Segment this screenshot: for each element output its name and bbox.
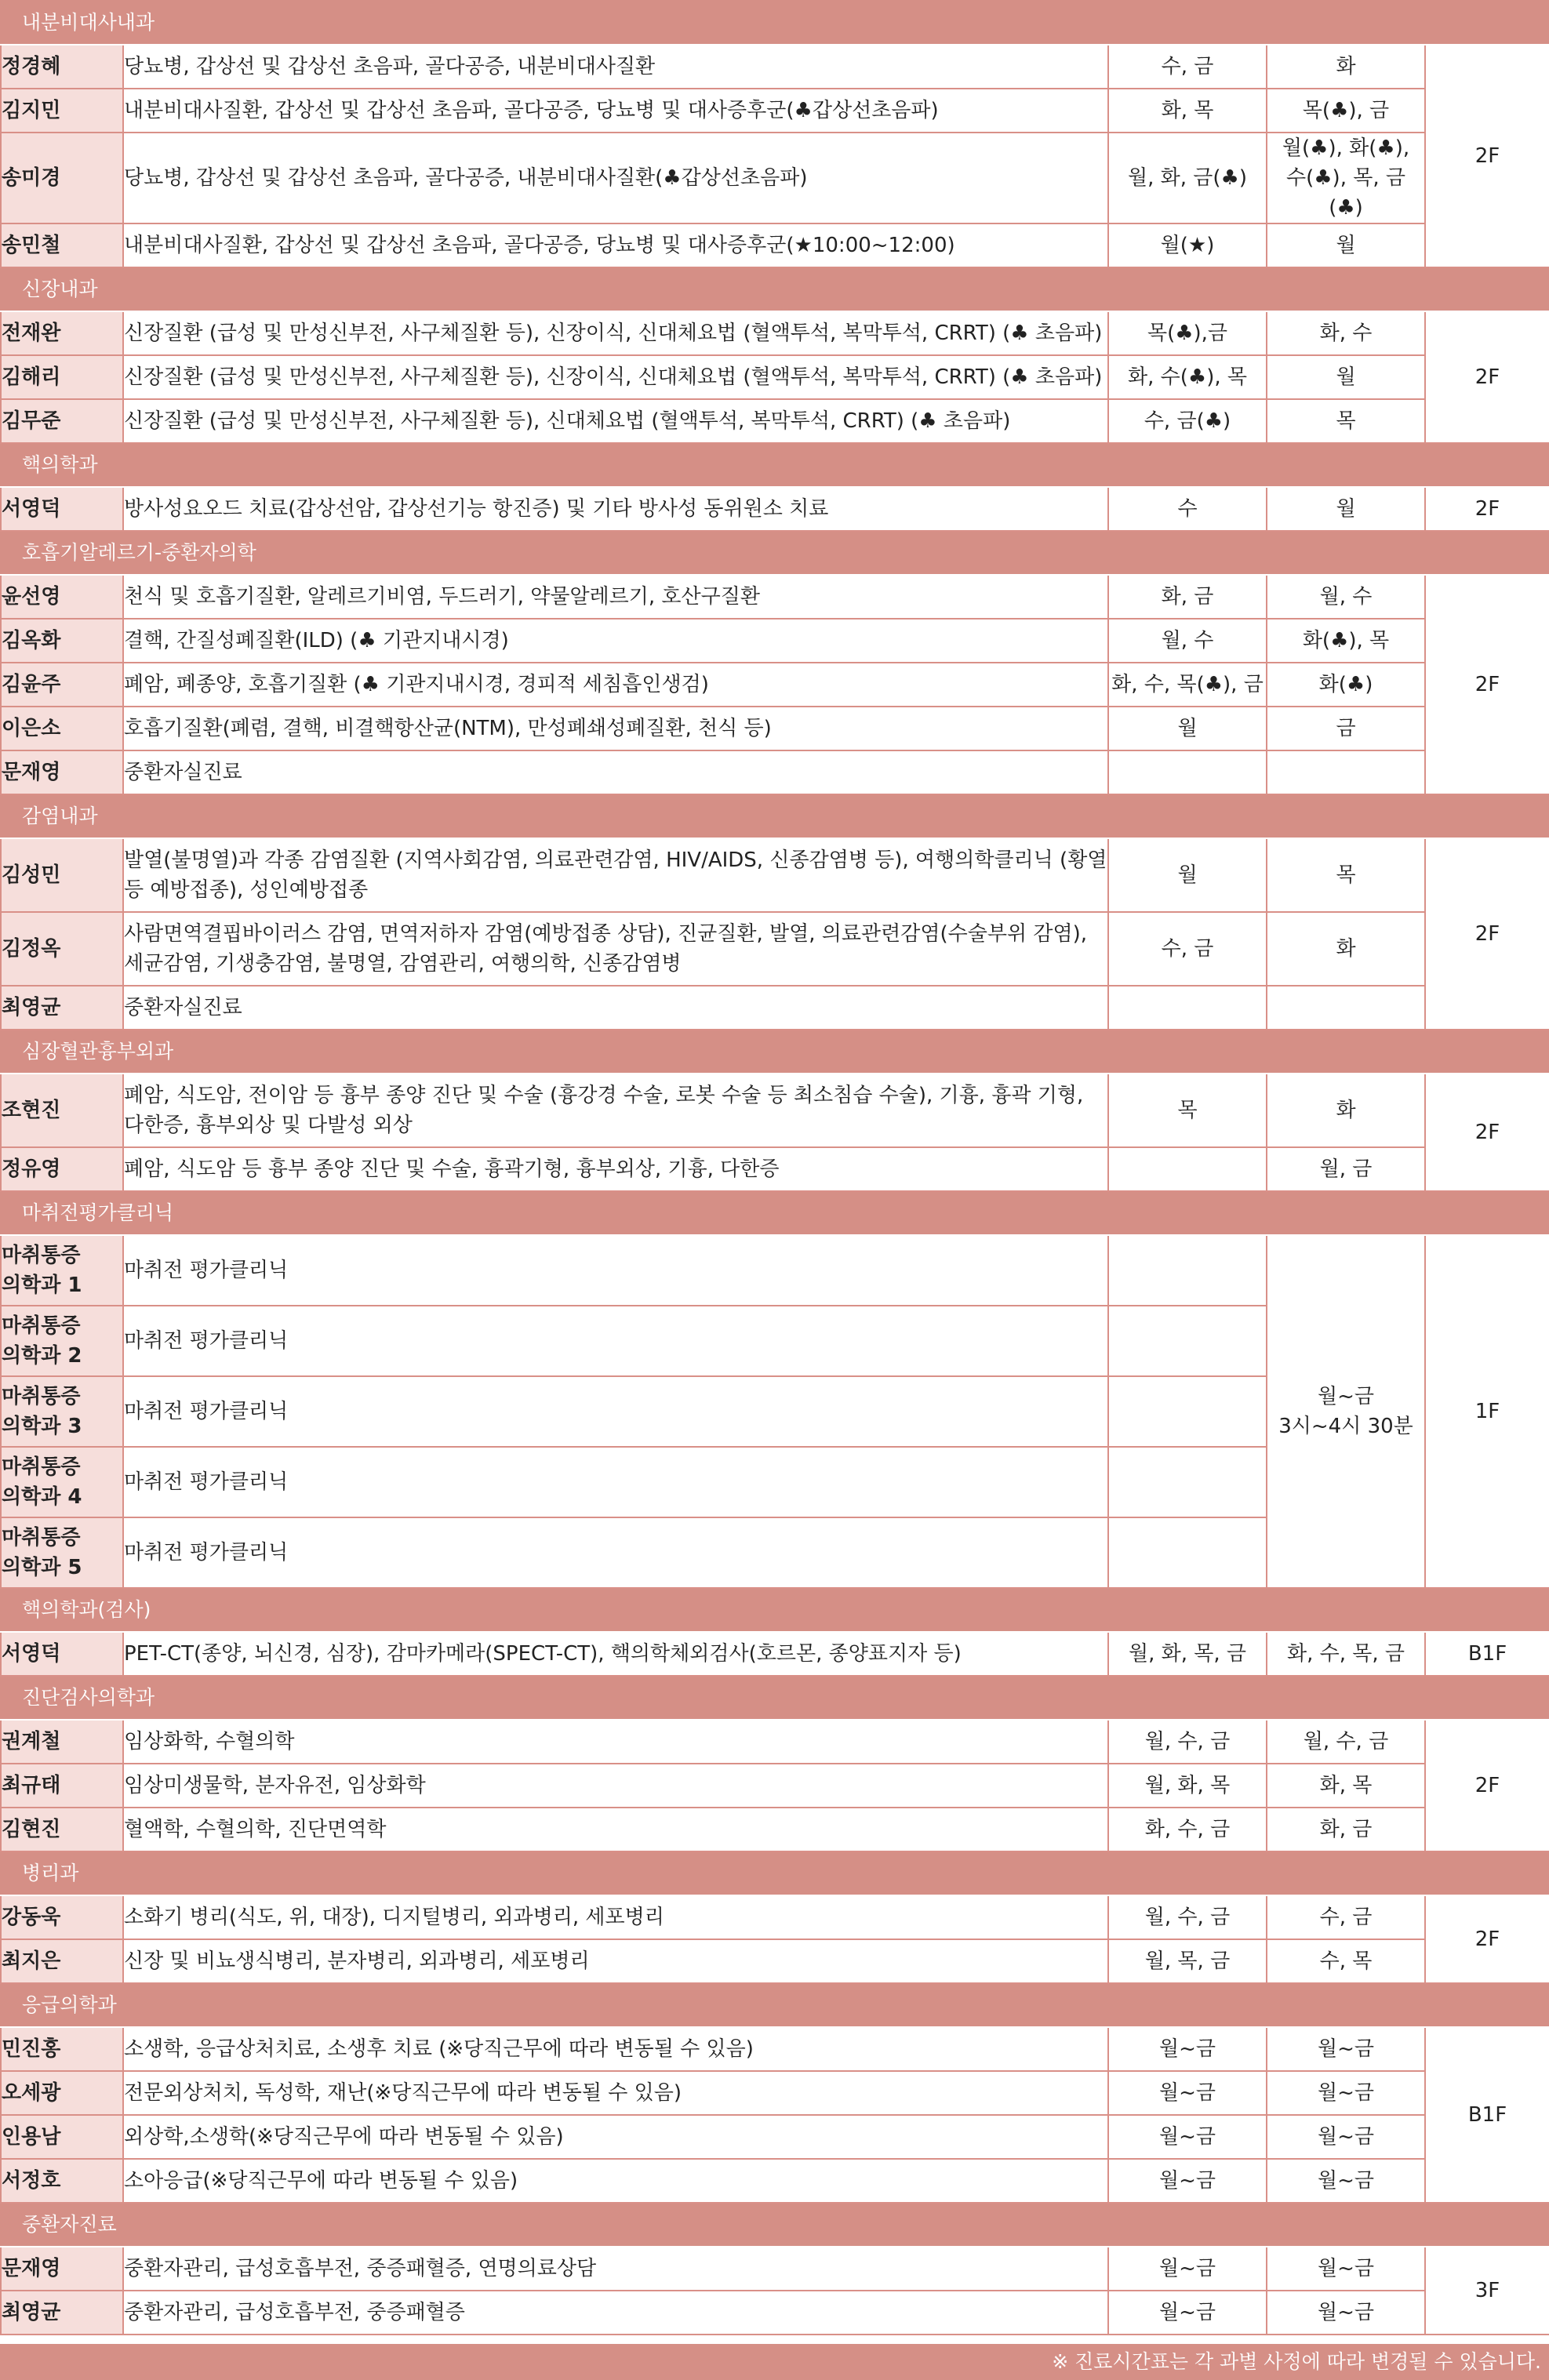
am-schedule: 월, 수, 금 [1108,1895,1267,1939]
specialty: 폐암, 식도암 등 흉부 종양 진단 및 수술, 흉곽기형, 흉부외상, 기흉, 다한증 [123,1147,1108,1191]
am-schedule [1108,1517,1267,1588]
table-row [1,1808,1549,1851]
doctor-name: 송민철 [1,223,123,267]
specialty: 소화기 병리(식도, 위, 대장), 디지털병리, 외과병리, 세포병리 [123,1895,1108,1939]
doctor-name: 전재완 [1,311,123,355]
name-line-1: 마취통증 [2,1314,81,1338]
section-title: 병리과 [1,1851,1549,1895]
floor-cell: B1F [1425,1632,1549,1676]
table-row [1,575,1549,619]
name-line-2: 의학과 5 [2,1556,82,1579]
specialty: 당뇨병, 갑상선 및 갑상선 초음파, 골다공증, 내분비대사질환 [123,45,1108,89]
doctor-name: 강동욱 [1,1895,123,1939]
pm-schedule: 월~금 [1267,2027,1425,2071]
section-header [1,267,1549,311]
am-schedule: 월, 화, 목 [1108,1764,1267,1808]
pm-schedule: 월, 수 [1267,575,1425,619]
table-row [1,619,1549,663]
am-schedule: 월, 화, 목, 금 [1108,1632,1267,1676]
table-row [1,399,1549,443]
table-row [1,355,1549,399]
floor-cell: 2F [1425,575,1549,794]
section-header [1,443,1549,487]
table-row [1,750,1549,794]
am-schedule [1108,1235,1267,1306]
doctor-name: 최영균 [1,986,123,1030]
doctor-name: 이은소 [1,707,123,750]
table-row [1,1895,1549,1939]
pm-schedule: 목(♣), 금 [1267,89,1425,133]
table-row [1,1235,1549,1306]
pm-schedule: 수, 금 [1267,1895,1425,1939]
specialty: 혈액학, 수혈의학, 진단면역학 [123,1808,1108,1851]
doctor-name: 김옥화 [1,619,123,663]
floor-cell: 3F [1425,2247,1549,2335]
pm-schedule: 수, 목 [1267,1939,1425,1983]
pm-schedule: 월~금 [1267,2291,1425,2335]
floor-cell: 2F [1425,1074,1549,1191]
doctor-name: 김지민 [1,89,123,133]
specialty: 소아응급(※당직근무에 따라 변동될 수 있음) [123,2159,1108,2203]
am-schedule: 월~금 [1108,2027,1267,2071]
doctor-name: 인용남 [1,2115,123,2159]
am-schedule: 화, 금 [1108,575,1267,619]
doctor-name [1,1517,123,1588]
am-schedule: 수, 금 [1108,45,1267,89]
doctor-name [1,1376,123,1447]
am-schedule [1108,986,1267,1030]
table-row [1,45,1549,89]
doctor-name: 송미경 [1,133,123,223]
pm-schedule: 월 [1267,355,1425,399]
doctor-name: 김해리 [1,355,123,399]
specialty: 마취전 평가클리닉 [123,1235,1108,1306]
name-line-1: 마취통증 [2,1385,81,1408]
am-schedule: 월, 수, 금 [1108,1720,1267,1764]
pm-schedule: 화, 수 [1267,311,1425,355]
table-row [1,912,1549,986]
am-schedule: 수 [1108,487,1267,531]
name-line-1: 마취통증 [2,1244,81,1267]
pm-schedule: 화(♣) [1267,663,1425,707]
specialty: 마취전 평가클리닉 [123,1517,1108,1588]
section-title: 진단검사의학과 [1,1676,1549,1720]
doctor-name [1,1447,123,1517]
section-title: 신장내과 [1,267,1549,311]
am-schedule: 월, 목, 금 [1108,1939,1267,1983]
doctor-name: 김성민 [1,838,123,912]
specialty: 중환자관리, 급성호흡부전, 중증패혈증 [123,2291,1108,2335]
specialty: 전문외상처치, 독성학, 재난(※당직근무에 따라 변동될 수 있음) [123,2071,1108,2115]
am-schedule: 화, 수, 금 [1108,1808,1267,1851]
table-row [1,707,1549,750]
time-line-2: 3시~4시 30분 [1278,1415,1413,1438]
name-line-2: 의학과 2 [2,1344,82,1368]
specialty: 소생학, 응급상처치료, 소생후 치료 (※당직근무에 따라 변동될 수 있음) [123,2027,1108,2071]
specialty: 호흡기질환(폐렴, 결핵, 비결핵항산균(NTM), 만성폐쇄성폐질환, 천식 등) [123,707,1108,750]
am-schedule: 월 [1108,838,1267,912]
table-row [1,223,1549,267]
am-schedule: 월~금 [1108,2291,1267,2335]
footer-note: ※ 진료시간표는 각 과별 사정에 따라 변경될 수 있습니다. [0,2344,1549,2380]
section-header [1,794,1549,838]
am-schedule [1108,1447,1267,1517]
specialty: 천식 및 호흡기질환, 알레르기비염, 두드러기, 약물알레르기, 호산구질환 [123,575,1108,619]
specialty: 중환자실진료 [123,750,1108,794]
section-title: 호흡기알레르기-중환자의학 [1,531,1549,575]
section-title: 내분비대사내과 [1,1,1549,45]
doctor-name: 오세광 [1,2071,123,2115]
floor-cell: 1F [1425,1235,1549,1588]
am-schedule: 월, 화, 금(♣) [1108,133,1267,223]
doctor-name: 최영균 [1,2291,123,2335]
pm-schedule: 월, 수, 금 [1267,1720,1425,1764]
am-schedule [1108,750,1267,794]
specialty: 방사성요오드 치료(갑상선암, 갑상선기능 항진증) 및 기타 방사성 동위원소 치료 [123,487,1108,531]
name-line-2: 의학과 3 [2,1415,82,1438]
floor-cell: 2F [1425,1895,1549,1983]
floor-cell: 2F [1425,45,1549,267]
pm-schedule: 화 [1267,1074,1425,1147]
am-schedule: 목 [1108,1074,1267,1147]
section-header [1,531,1549,575]
specialty: 신장질환 (급성 및 만성신부전, 사구체질환 등), 신장이식, 신대체요법 (혈액투석, 복막투석, CRRT) (♣ 초음파) [123,311,1108,355]
am-schedule: 월~금 [1108,2159,1267,2203]
doctor-name: 조현진 [1,1074,123,1147]
table-row [1,986,1549,1030]
specialty: 마취전 평가클리닉 [123,1376,1108,1447]
pm-schedule: 월~금 [1267,2071,1425,2115]
specialty: 중환자실진료 [123,986,1108,1030]
table-row [1,1720,1549,1764]
pm-schedule: 화 [1267,912,1425,986]
doctor-name: 최지은 [1,1939,123,1983]
section-header [1,1030,1549,1074]
section-header [1,1588,1549,1632]
section-header [1,1851,1549,1895]
specialty: 당뇨병, 갑상선 및 갑상선 초음파, 골다공증, 내분비대사질환(♣갑상선초음파) [123,133,1108,223]
pm-schedule: 금 [1267,707,1425,750]
doctor-name: 김현진 [1,1808,123,1851]
am-schedule: 화, 수(♣), 목 [1108,355,1267,399]
clinic-time [1267,1235,1425,1588]
pm-schedule: 월~금 [1267,2115,1425,2159]
am-schedule: 월~금 [1108,2115,1267,2159]
pm-schedule: 화, 금 [1267,1808,1425,1851]
specialty: 외상학,소생학(※당직근무에 따라 변동될 수 있음) [123,2115,1108,2159]
specialty: 내분비대사질환, 갑상선 및 갑상선 초음파, 골다공증, 당뇨병 및 대사증후군(★10:00~12:00) [123,223,1108,267]
section-title: 심장혈관흉부외과 [1,1030,1549,1074]
table-row [1,487,1549,531]
doctor-name: 정유영 [1,1147,123,1191]
specialty: 중환자관리, 급성호흡부전, 중증패혈증, 연명의료상담 [123,2247,1108,2291]
specialty: PET-CT(종양, 뇌신경, 심장), 감마카메라(SPECT-CT), 핵의학체외검사(호르몬, 종양표지자 등) [123,1632,1108,1676]
section-header [1,1,1549,45]
section-header [1,1676,1549,1720]
table-row [1,2247,1549,2291]
name-line-1: 마취통증 [2,1455,81,1479]
table-row [1,89,1549,133]
doctor-name: 김정옥 [1,912,123,986]
am-schedule: 수, 금(♣) [1108,399,1267,443]
specialty: 임상화학, 수혈의학 [123,1720,1108,1764]
table-row [1,1939,1549,1983]
section-header [1,1191,1549,1235]
table-row [1,838,1549,912]
specialty: 마취전 평가클리닉 [123,1306,1108,1376]
doctor-name [1,1235,123,1306]
pm-schedule: 월 [1267,223,1425,267]
specialty: 폐암, 폐종양, 호흡기질환 (♣ 기관지내시경, 경피적 세침흡인생검) [123,663,1108,707]
pm-schedule: 화, 목 [1267,1764,1425,1808]
specialty: 임상미생물학, 분자유전, 임상화학 [123,1764,1108,1808]
section-header [1,2203,1549,2247]
pm-schedule: 월~금 [1267,2247,1425,2291]
specialty: 마취전 평가클리닉 [123,1447,1108,1517]
section-header [1,1983,1549,2027]
pm-schedule: 월 [1267,487,1425,531]
specialty: 내분비대사질환, 갑상선 및 갑상선 초음파, 골다공증, 당뇨병 및 대사증후군(♣갑상선초음파) [123,89,1108,133]
pm-schedule: 월(♣), 화(♣), 수(♣), 목, 금(♣) [1267,133,1425,223]
table-row [1,1632,1549,1676]
am-schedule: 화, 수, 목(♣), 금 [1108,663,1267,707]
doctor-name: 서영덕 [1,487,123,531]
doctor-name [1,1306,123,1376]
table-row [1,2291,1549,2335]
doctor-name: 김윤주 [1,663,123,707]
pm-schedule: 화, 수, 목, 금 [1267,1632,1425,1676]
pm-schedule [1267,986,1425,1030]
floor-cell: 2F [1425,1720,1549,1851]
pm-schedule: 목 [1267,838,1425,912]
pm-schedule: 목 [1267,399,1425,443]
am-schedule: 월~금 [1108,2247,1267,2291]
doctor-name: 김무준 [1,399,123,443]
floor-cell: 2F [1425,838,1549,1030]
name-line-2: 의학과 4 [2,1485,82,1509]
table-row [1,1074,1549,1147]
floor-cell: B1F [1425,2027,1549,2203]
section-title: 감염내과 [1,794,1549,838]
table-row [1,2159,1549,2203]
am-schedule: 월, 수 [1108,619,1267,663]
specialty: 발열(불명열)과 각종 감염질환 (지역사회감염, 의료관련감염, HIV/AIDS, 신종감염병 등), 여행의학클리닉 (황열 등 예방접종), 성인예방접종 [123,838,1108,912]
doctor-name: 윤선영 [1,575,123,619]
specialty: 결핵, 간질성폐질환(ILD) (♣ 기관지내시경) [123,619,1108,663]
section-title: 마취전평가클리닉 [1,1191,1549,1235]
doctor-name: 정경혜 [1,45,123,89]
doctor-name: 문재영 [1,750,123,794]
doctor-name: 문재영 [1,2247,123,2291]
section-title: 핵의학과(검사) [1,1588,1549,1632]
table-row [1,2027,1549,2071]
specialty: 사람면역결핍바이러스 감염, 면역저하자 감염(예방접종 상담), 진균질환, 발열, 의료관련감염(수술부위 감염), 세균감염, 기생충감염, 불명열, 감염관리, 여행의학, 신종감염병 [123,912,1108,986]
specialty: 폐암, 식도암, 전이암 등 흉부 종양 진단 및 수술 (흉강경 수술, 로봇 수술 등 최소침습 수술), 기흉, 흉곽 기형, 다한증, 흉부외상 및 다발성 외상 [123,1074,1108,1147]
specialty: 신장질환 (급성 및 만성신부전, 사구체질환 등), 신대체요법 (혈액투석, 복막투석, CRRT) (♣ 초음파) [123,399,1108,443]
section-title: 핵의학과 [1,443,1549,487]
am-schedule: 목(♣),금 [1108,311,1267,355]
am-schedule [1108,1147,1267,1191]
am-schedule [1108,1376,1267,1447]
pm-schedule: 월, 금 [1267,1147,1425,1191]
section-title: 중환자진료 [1,2203,1549,2247]
pm-schedule: 화(♣), 목 [1267,619,1425,663]
doctor-name: 최규태 [1,1764,123,1808]
name-line-1: 마취통증 [2,1526,81,1550]
doctor-name: 서영덕 [1,1632,123,1676]
floor-cell: 2F [1425,487,1549,531]
table-row [1,2115,1549,2159]
doctor-name: 서정호 [1,2159,123,2203]
table-row [1,2071,1549,2115]
name-line-2: 의학과 1 [2,1274,82,1297]
pm-schedule: 화 [1267,45,1425,89]
table-row [1,1147,1549,1191]
floor-cell: 2F [1425,311,1549,443]
am-schedule: 월 [1108,707,1267,750]
am-schedule [1108,1306,1267,1376]
table-row [1,133,1549,223]
pm-schedule: 월~금 [1267,2159,1425,2203]
pm-schedule [1267,750,1425,794]
specialty: 신장질환 (급성 및 만성신부전, 사구체질환 등), 신장이식, 신대체요법 (혈액투석, 복막투석, CRRT) (♣ 초음파) [123,355,1108,399]
table-row [1,311,1549,355]
doctor-name: 권계철 [1,1720,123,1764]
doctor-name: 민진홍 [1,2027,123,2071]
am-schedule: 월~금 [1108,2071,1267,2115]
am-schedule: 화, 목 [1108,89,1267,133]
section-title: 응급의학과 [1,1983,1549,2027]
am-schedule: 월(★) [1108,223,1267,267]
time-line-1: 월~금 [1317,1385,1375,1408]
specialty: 신장 및 비뇨생식병리, 분자병리, 외과병리, 세포병리 [123,1939,1108,1983]
table-row [1,663,1549,707]
table-row [1,1764,1549,1808]
am-schedule: 수, 금 [1108,912,1267,986]
